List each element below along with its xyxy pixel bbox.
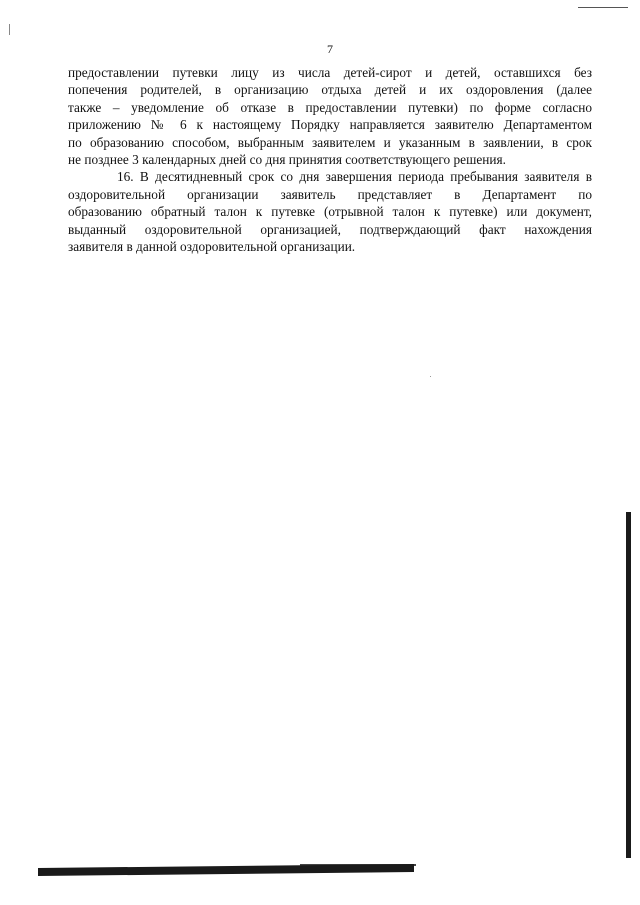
text-line: приложению № 6 к настоящему Порядку направляется заявителю Департаментом [68,117,592,133]
paragraph-15-continuation [68,64,592,168]
scan-artifact-bottom-bar [38,864,414,876]
text-line: образованию обратный талон к путевке (отрывной талон к путевке) или документ, [68,204,592,220]
page-number: 7 [327,42,333,56]
text-line: по образованию способом, выбранным заявителем и указанным в заявлении, в срок [68,134,592,150]
text-line: 16. В десятидневный срок со дня завершения периода пребывания заявителя в [117,169,592,185]
text-line: также – уведомление об отказе в предоставлении путевки) по форме согласно [68,99,592,115]
text-line: выданный оздоровительной организацией, подтверждающий факт нахождения [68,221,592,237]
scan-artifact-dot [430,376,431,377]
text-line: не позднее 3 календарных дней со дня принятия соответствующего решения. [68,151,506,167]
text-line: заявителя в данной оздоровительной организации. [68,238,356,254]
scan-artifact-edge-bar [626,512,631,858]
text-line: оздоровительной организации заявитель представляет в Департамент по [68,186,592,202]
text-line: предоставлении путевки лицу из числа детей-сирот и детей, оставшихся без [68,65,592,80]
document-body [68,64,592,255]
paragraph-16 [68,168,592,255]
scan-artifact-line [578,7,628,8]
scan-artifact-tick [9,24,10,35]
text-line: попечения родителей, в организацию отдыха детей и их оздоровления (далее [68,82,592,98]
